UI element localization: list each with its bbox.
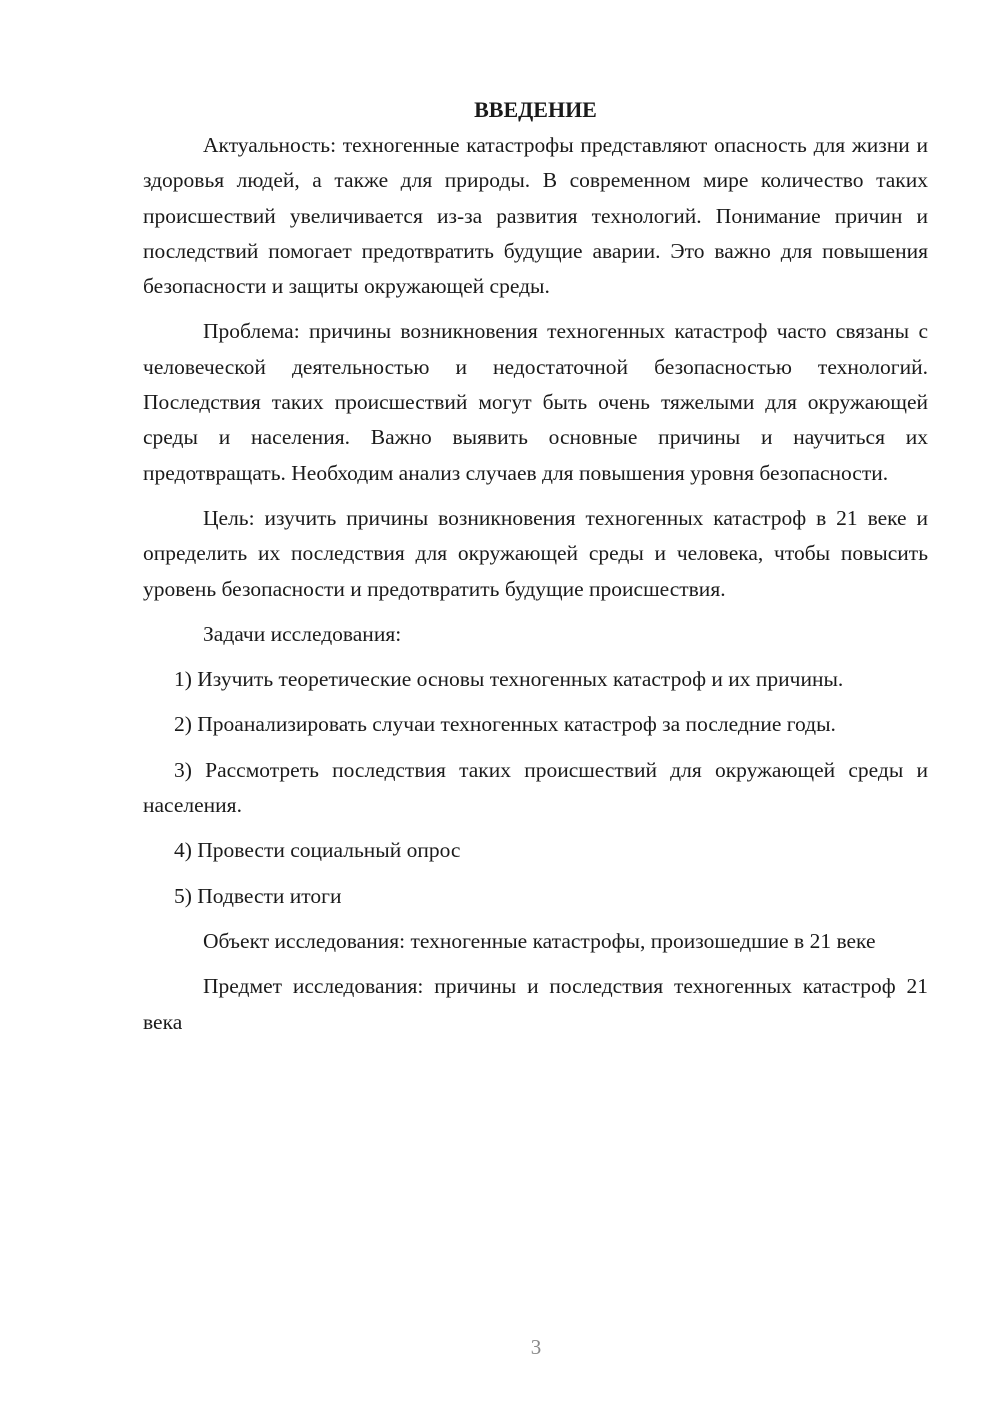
page-title: ВВЕДЕНИЕ: [474, 97, 597, 122]
paragraph-problem: Проблема: причины возникновения техногенных катастроф часто связаны с человеческой деятельностью и недостаточной безопасностью технологий. Последствия таких происшествий могут быть очень тяжелыми для окружающей среды и населения. Важно выявить основные причины и научиться их предотвращать. Необходим анализ случаев для повышения уровня безопасности.: [143, 319, 928, 485]
task-item-3: 3) Рассмотреть последствия таких происшествий для окружающей среды и населения.: [143, 757, 928, 818]
task-item-2: 2) Проанализировать случаи техногенных катастроф за последние годы.: [174, 712, 836, 737]
paragraph-relevance: Актуальность: техногенные катастрофы представляют опасность для жизни и здоровья людей, а также для природы. В современном мире количество таких происшествий увеличивается из-за развития технологий. Понимание причин и последствий помогает предотвратить будущие аварии. Это важно для повышения безопасности и защиты окружающей среды.: [143, 133, 928, 299]
paragraph-tasks-heading: Задачи исследования:: [203, 621, 402, 646]
paragraph-object: Объект исследования: техногенные катастрофы, произошедшие в 21 веке: [203, 928, 876, 953]
paragraph-goal: Цель: изучить причины возникновения техногенных катастроф в 21 веке и определить их последствия для окружающей среды и человека, чтобы повысить уровень безопасности и предотвратить будущие происшествия.: [143, 505, 928, 601]
task-item-5: 5) Подвести итоги: [174, 883, 342, 908]
page-number: 3: [530, 1335, 542, 1359]
paragraph-subject: Предмет исследования: причины и последствия техногенных катастроф 21 века: [143, 974, 928, 1034]
task-item-4: 4) Провести социальный опрос: [174, 838, 461, 863]
task-item-1: 1) Изучить теоретические основы техногенных катастроф и их причины.: [174, 667, 844, 692]
document-page: [143, 92, 928, 1050]
